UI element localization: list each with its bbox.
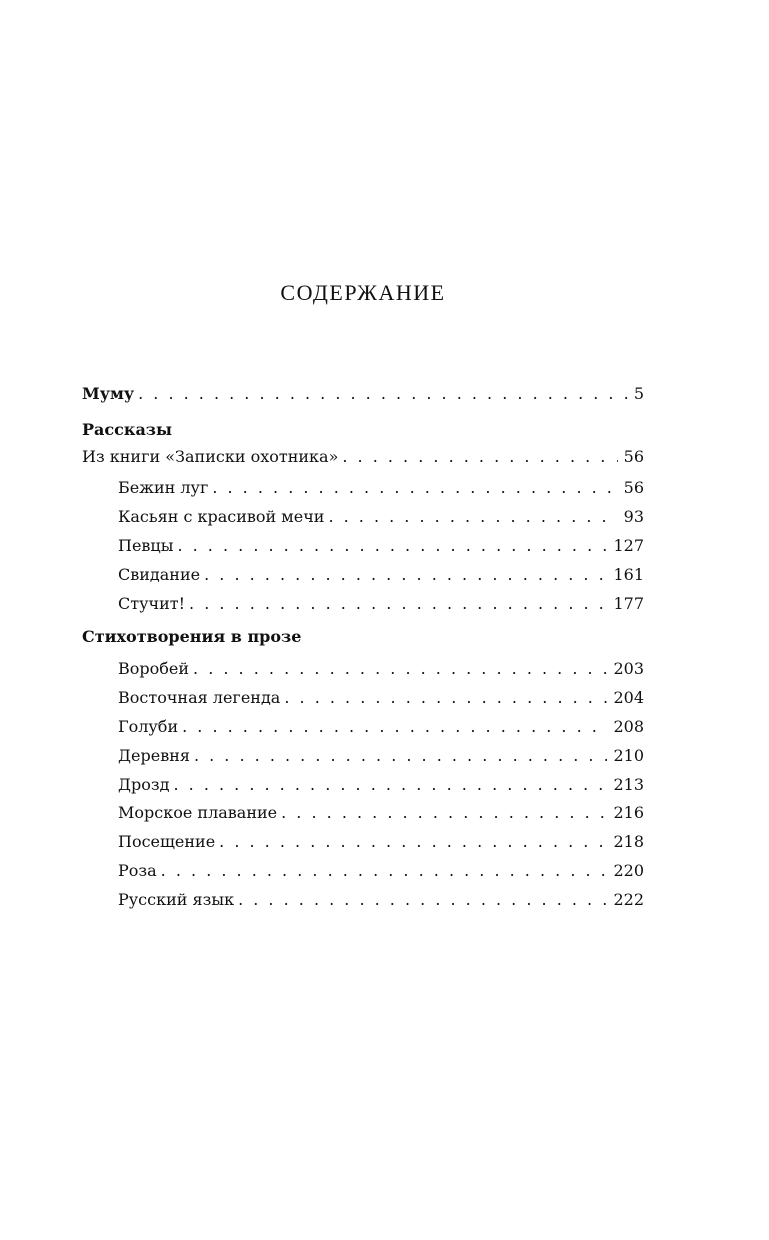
toc-entry-page: 161 bbox=[613, 565, 644, 584]
dot-leader bbox=[161, 860, 608, 882]
dot-leader bbox=[284, 687, 607, 709]
page-title: СОДЕРЖАНИЕ bbox=[280, 280, 446, 305]
toc-entry-page: 203 bbox=[613, 659, 644, 678]
dot-leader bbox=[238, 889, 607, 911]
toc-entry-russian-language[interactable] bbox=[118, 889, 644, 911]
section-heading-stories: Рассказы bbox=[82, 420, 173, 439]
toc-entry-page: 216 bbox=[613, 803, 644, 822]
toc-entry-hunter-notes[interactable] bbox=[82, 446, 644, 468]
toc-entry-page: 218 bbox=[613, 832, 644, 851]
toc-entry-label: Роза bbox=[118, 861, 157, 880]
toc-entry-label: Деревня bbox=[118, 746, 190, 765]
toc-entry-label: Бежин луг bbox=[118, 478, 209, 497]
toc-entry-label: Русский язык bbox=[118, 890, 235, 909]
toc-entry-label: Дрозд bbox=[118, 775, 170, 794]
toc-entry-label: Муму bbox=[82, 384, 135, 403]
toc-entry-page: 177 bbox=[613, 594, 644, 613]
toc-entry-mumu[interactable] bbox=[82, 383, 644, 405]
toc-entry-rendezvous[interactable] bbox=[118, 564, 644, 586]
toc-entry-singers[interactable] bbox=[118, 535, 644, 557]
toc-entry-page: 222 bbox=[613, 890, 644, 909]
toc-entry-page: 5 bbox=[633, 384, 644, 403]
toc-entry-label: Свидание bbox=[118, 565, 201, 584]
toc-entry-page: 56 bbox=[623, 478, 644, 497]
toc-entry-label: Восточная легенда bbox=[118, 688, 281, 707]
section-heading-prose-poems: Стихотворения в прозе bbox=[82, 627, 302, 646]
dot-leader bbox=[138, 383, 628, 405]
toc-entry-rose[interactable] bbox=[118, 860, 644, 882]
dot-leader bbox=[212, 477, 617, 499]
toc-entry-page: 127 bbox=[613, 536, 644, 555]
toc-entry-page: 213 bbox=[613, 775, 644, 794]
toc-entry-visit[interactable] bbox=[118, 831, 644, 853]
dot-leader bbox=[194, 745, 608, 767]
toc-entry-label: Морское плавание bbox=[118, 803, 278, 822]
toc-entry-bezhin-meadow[interactable] bbox=[118, 477, 644, 499]
toc-entry-label: Стучит! bbox=[118, 594, 186, 613]
toc-entry-eastern-legend[interactable] bbox=[118, 687, 644, 709]
dot-leader bbox=[182, 716, 607, 738]
toc-entry-page: 208 bbox=[613, 717, 644, 736]
toc-entry-sparrow[interactable] bbox=[118, 658, 644, 680]
dot-leader bbox=[177, 535, 607, 557]
toc-entry-knocking[interactable] bbox=[118, 593, 644, 615]
dot-leader bbox=[204, 564, 607, 586]
toc-entry-label: Певцы bbox=[118, 536, 174, 555]
dot-leader bbox=[281, 802, 607, 824]
dot-leader bbox=[189, 593, 607, 615]
toc-entry-page: 210 bbox=[613, 746, 644, 765]
toc-entry-page: 56 bbox=[623, 447, 644, 466]
toc-entry-page: 220 bbox=[613, 861, 644, 880]
toc-entry-label: Воробей bbox=[118, 659, 190, 678]
toc-entry-label: Посещение bbox=[118, 832, 216, 851]
toc-entry-pigeons[interactable] bbox=[118, 716, 644, 738]
dot-leader bbox=[173, 774, 607, 796]
toc-entry-thrush[interactable] bbox=[118, 774, 644, 796]
toc-entry-label: Голуби bbox=[118, 717, 179, 736]
toc-entry-village[interactable] bbox=[118, 745, 644, 767]
toc-entry-label: Из книги «Записки охотника» bbox=[82, 447, 339, 466]
toc-entry-page: 93 bbox=[623, 507, 644, 526]
dot-leader bbox=[219, 831, 607, 853]
dot-leader bbox=[328, 506, 617, 528]
toc-entry-kasyan[interactable] bbox=[118, 506, 644, 528]
toc-entry-sea-voyage[interactable] bbox=[118, 802, 644, 824]
toc-entry-page: 204 bbox=[613, 688, 644, 707]
dot-leader bbox=[193, 658, 607, 680]
toc-entry-label: Касьян с красивой мечи bbox=[118, 507, 325, 526]
dot-leader bbox=[342, 446, 617, 468]
